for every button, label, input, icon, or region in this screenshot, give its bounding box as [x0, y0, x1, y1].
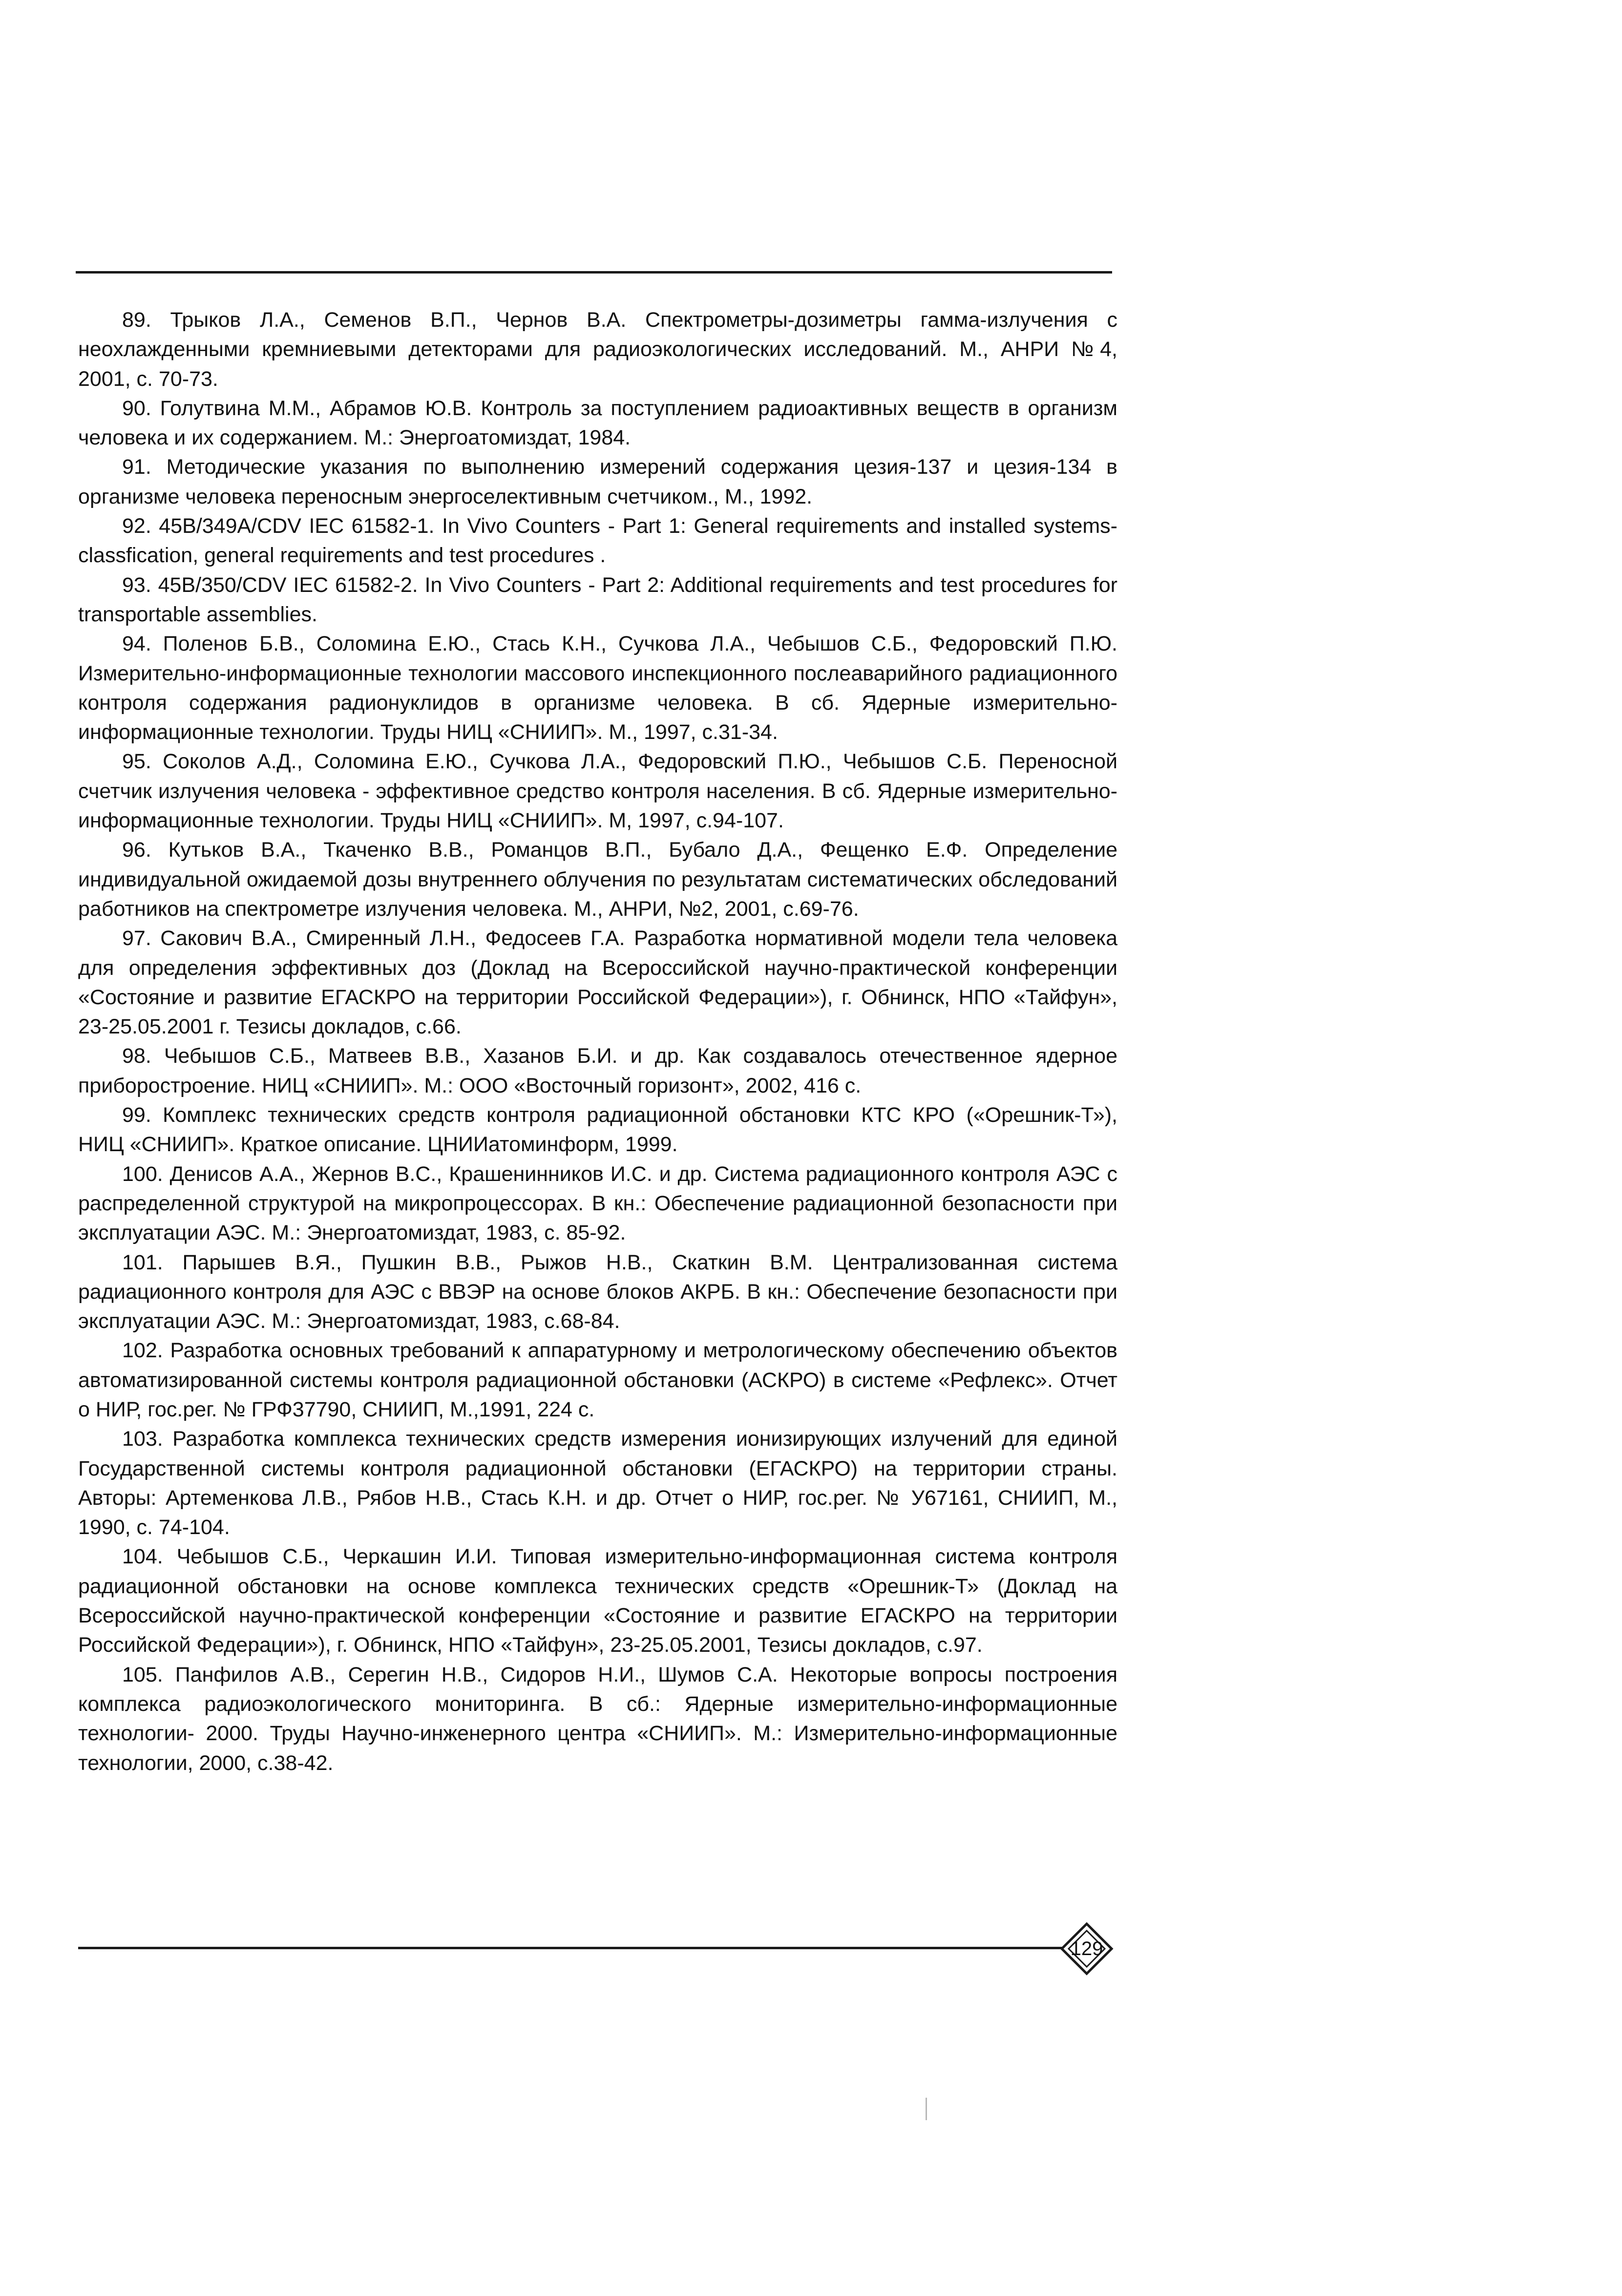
reference-96: 96. Кутьков В.А., Ткаченко В.В., Романцов В.П., Бубало Д.А., Фещенко Е.Ф. Определение индивидуальной ожидаемой дозы внутреннего облучения по результатам систематических обследований работников на спектрометре излучения человека. М., АНРИ, №2, 2001, с.69-76. [78, 838, 1117, 921]
reference-101: 101. Парышев В.Я., Пушкин В.В., Рыжов Н.В., Скаткин В.М. Централизованная система радиационного контроля для АЭС с ВВЭР на основе блоков АКРБ. В кн.: Обеспечение безопасности при эксплуатации АЭС. М.: Энергоатомиздат, 1983, с.68-84. [78, 1250, 1117, 1333]
reference-105: 105. Панфилов А.В., Серегин Н.В., Сидоров Н.И., Шумов С.А. Некоторые вопросы построения комплекса радиоэкологического мониторинга. В сб.: Ядерные измерительно-информационные технологии- 2000. Труды Научно-инженерного центра «СНИИП». М.: Измерительно-информационные технологии, 2000, с.38-42. [78, 1663, 1117, 1775]
reference-90: 90. Голутвина М.М., Абрамов Ю.В. Контроль за поступлением радиоактивных веществ в организм человека и их содержанием. М.: Энергоатомиздат, 1984. [78, 396, 1117, 450]
reference-98: 98. Чебышов С.Б., Матвеев В.В., Хазанов Б.И. и др. Как создавалось отечественное ядерное приборостроение. НИЦ «СНИИП». М.: ООО «Восточный горизонт», 2002, 416 с. [78, 1044, 1117, 1097]
page-number: 129 [1070, 1938, 1103, 1959]
reference-99: 99. Комплекс технических средств контроля радиационной обстановки КТС КРО («Орешник-Т»), НИЦ «СНИИП». Краткое описание. ЦНИИатоминформ, 1999. [78, 1103, 1117, 1157]
reference-94: 94. Поленов Б.В., Соломина Е.Ю., Стась К.Н., Сучкова Л.А., Чебышов С.Б., Федоровский П.Ю. Измерительно-информационные технологии массового инспекционного послеаварийного радиационного контроля содержания радионуклидов в организме человека. В сб. Ядерные измерительно-информационные технологии. Труды НИЦ «СНИИП». М., 1997, с.31-34. [78, 632, 1117, 744]
reference-100: 100. Денисов А.А., Жернов В.С., Крашенинников И.С. и др. Система радиационного контроля АЭС с распределенной структурой на микропроцессорах. В кн.: Обеспечение радиационной безопасности при эксплуатации АЭС. М.: Энергоатомиздат, 1983, с. 85-92. [78, 1162, 1117, 1245]
footer-rule [78, 1947, 1065, 1949]
header-rule [76, 271, 1112, 274]
reference-91: 91. Методические указания по выполнению измерений содержания цезия-137 и цезия-134 в организме человека переносным энергоселективным счетчиком., М., 1992. [78, 455, 1117, 508]
scan-mark [926, 2098, 927, 2120]
reference-93: 93. 45В/350/CDV IEC 61582-2. In Vivo Counters - Part 2: Additional requirements and test procedures for transportable assemblies. [78, 573, 1117, 626]
reference-102: 102. Разработка основных требований к аппаратурному и метрологическому обеспечению объектов автоматизированной системы контроля радиационной обстановки (АСКРО) в системе «Рефлекс». Отчет о НИР, гос.рег. № ГРФ37790, СНИИП, М.,1991, 224 с. [78, 1339, 1117, 1421]
reference-95: 95. Соколов А.Д., Соломина Е.Ю., Сучкова Л.А., Федоровский П.Ю., Чебышов С.Б. Переносной счетчик излучения человека - эффективное средство контроля населения. В сб. Ядерные измерительно-информационные технологии. Труды НИЦ «СНИИП». М, 1997, с.94-107. [78, 750, 1117, 833]
page-number-badge [1060, 1922, 1114, 1976]
page-footer [78, 1922, 1128, 1976]
reference-92: 92. 45В/349А/CDV IEC 61582-1. In Vivo Counters - Part 1: General requirements and installed systems-classfication, general requirements and test procedures . [78, 514, 1117, 568]
reference-103: 103. Разработка комплекса технических средств измерения ионизирующих излучений для единой Государственной системы контроля радиационной обстановки (ЕГАСКРО) на территории страны. Авторы: Артеменкова Л.В., Рябов Н.В., Стась К.Н. и др. Отчет о НИР, гос.рег. № У67161, СНИИП, М., 1990, с. 74-104. [78, 1427, 1117, 1539]
reference-list [78, 305, 1117, 1778]
reference-89: 89. Трыков Л.А., Семенов В.П., Чернов В.А. Спектрометры-дозиметры гамма-излучения с неохлажденными кремниевыми детекторами для радиоэкологических исследований. М., АНРИ №4, 2001, с. 70-73. [78, 308, 1117, 391]
reference-104: 104. Чебышов С.Б., Черкашин И.И. Типовая измерительно-информационная система контроля радиационной обстановки на основе комплекса технических средств «Орешник-Т» (Доклад на Всероссийской научно-практической конференции «Состояние и развитие ЕГАСКРО на территории Российской Федерации»), г. Обнинск, НПО «Тайфун», 23-25.05.2001, Тезисы докладов, с.97. [78, 1545, 1117, 1657]
reference-97: 97. Сакович В.А., Смиренный Л.Н., Федосеев Г.А. Разработка нормативной модели тела человека для определения эффективных доз (Доклад на Всероссийской научно-практической конференции «Состояние и развитие ЕГАСКРО на территории Российской Федерации»), г. Обнинск, НПО «Тайфун», 23-25.05.2001 г. Тезисы докладов, с.66. [78, 927, 1117, 1039]
